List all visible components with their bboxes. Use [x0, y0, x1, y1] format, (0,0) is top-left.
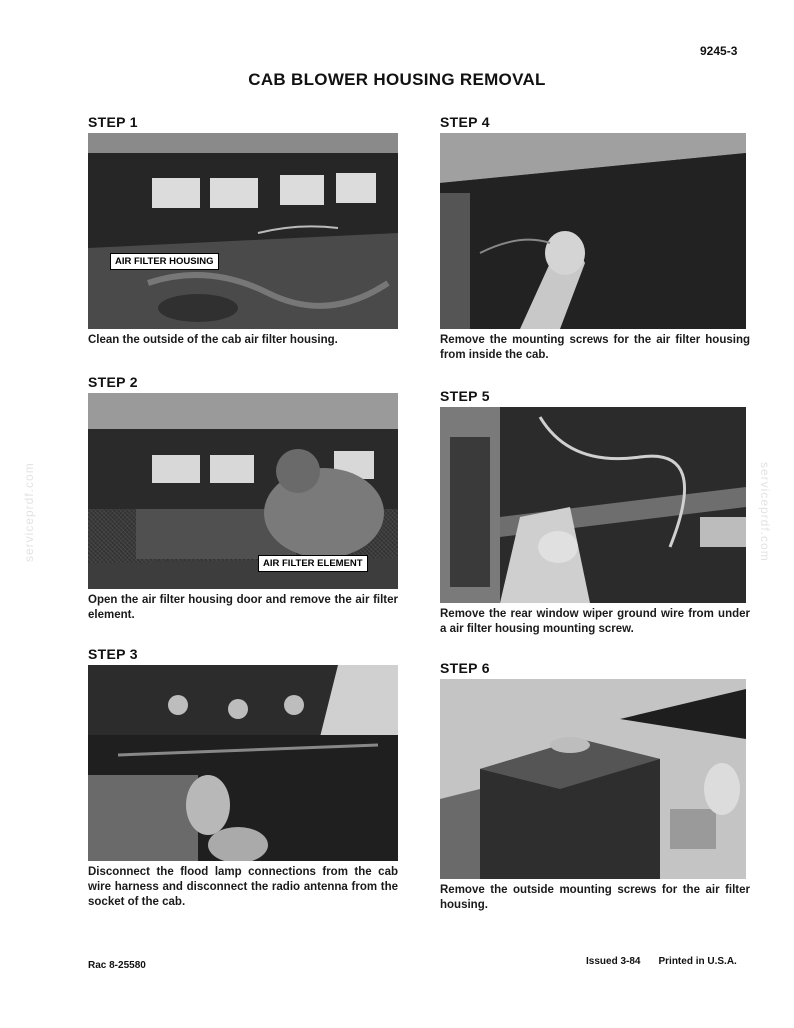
step-5-caption: Remove the rear window wiper ground wire from under a air filter housing mounting screw.: [440, 608, 750, 635]
printed-in: Printed in U.S.A.: [658, 956, 737, 967]
step-5-heading: STEP 5: [440, 388, 490, 404]
step-6-illustration: [440, 679, 746, 879]
step-2-heading: STEP 2: [88, 374, 138, 390]
step-6: [440, 660, 750, 913]
step-4-photo: [440, 133, 746, 329]
part-number: Rac 8-25580: [88, 960, 146, 971]
step-3: [88, 646, 398, 910]
step-3-caption: Disconnect the flood lamp connections from the cab wire harness and disconnect the radio antenna from the socket of the cab.: [88, 866, 398, 908]
step-3-illustration: [88, 665, 398, 861]
step-3-heading: STEP 3: [88, 646, 138, 662]
air-filter-housing-callout: AIR FILTER HOUSING: [110, 253, 219, 270]
step-5-photo: [440, 407, 746, 603]
air-filter-element-callout: AIR FILTER ELEMENT: [258, 555, 368, 572]
step-5-illustration: [440, 407, 746, 603]
watermark-right: serviceprdf.com: [758, 462, 772, 562]
watermark-left: serviceprdf.com: [22, 462, 36, 562]
step-6-caption: Remove the outside mounting screws for the air filter housing.: [440, 884, 750, 911]
step-6-photo: [440, 679, 746, 879]
step-6-heading: STEP 6: [440, 660, 490, 676]
step-1-caption: Clean the outside of the cab air filter housing.: [88, 334, 338, 346]
step-2: [88, 374, 398, 623]
step-2-photo: [88, 393, 398, 589]
step-4: [440, 114, 750, 363]
page-title: CAB BLOWER HOUSING REMOVAL: [248, 70, 546, 89]
step-4-caption: Remove the mounting screws for the air filter housing from inside the cab.: [440, 334, 750, 361]
step-5: [440, 388, 750, 637]
step-1-heading: STEP 1: [88, 114, 138, 130]
issued-date: Issued 3-84: [586, 956, 641, 967]
step-1-photo: [88, 133, 398, 329]
footer-info: [586, 956, 737, 967]
step-1: [88, 114, 398, 348]
step-1-illustration: [88, 133, 398, 329]
step-4-illustration: [440, 133, 746, 329]
page-number: 9245-3: [700, 44, 738, 58]
step-4-heading: STEP 4: [440, 114, 490, 130]
step-2-caption: Open the air filter housing door and remove the air filter element.: [88, 594, 398, 621]
step-3-photo: [88, 665, 398, 861]
